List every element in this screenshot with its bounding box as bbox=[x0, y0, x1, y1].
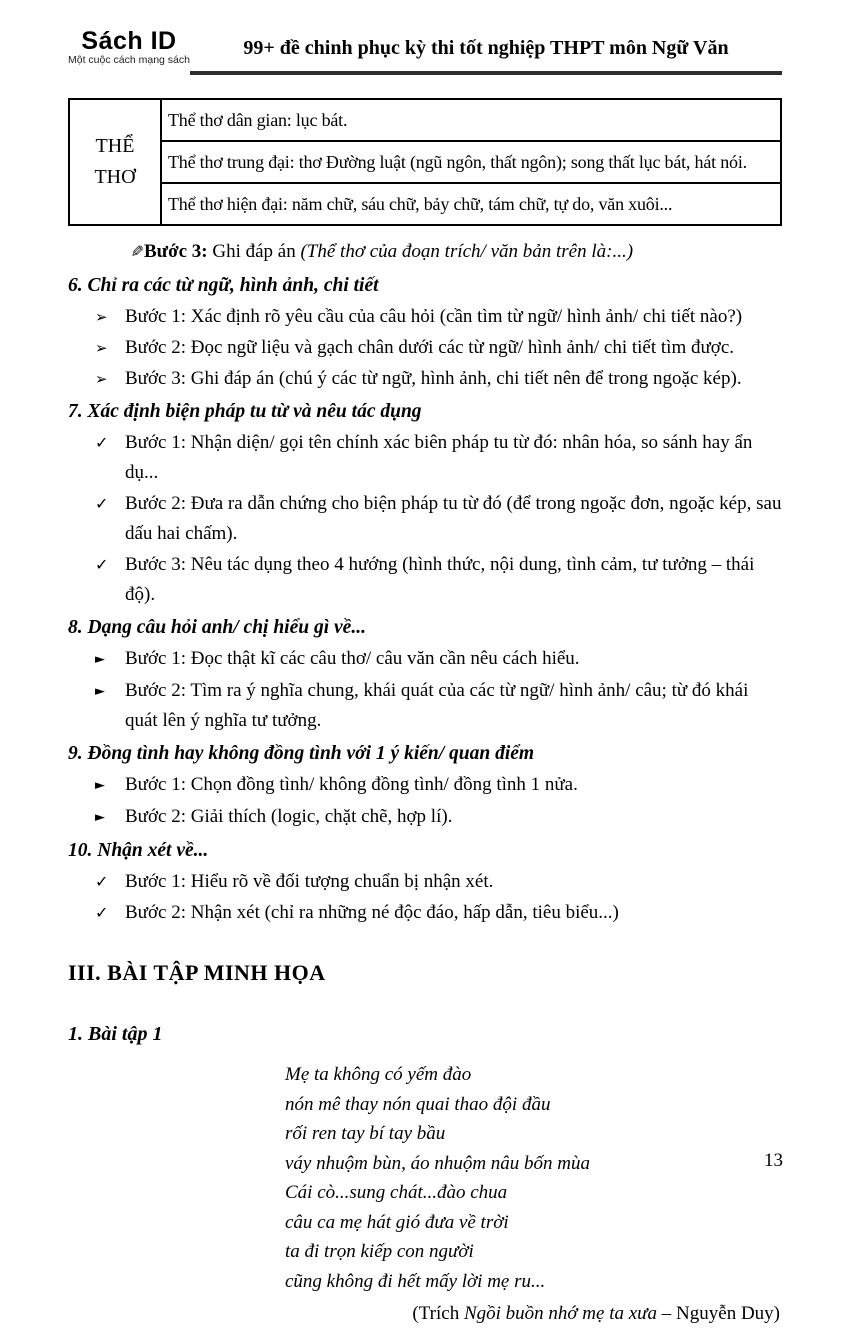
step-text: Bước 1: Chọn đồng tình/ không đồng tình/ đồng tình 1 nửa. bbox=[125, 774, 578, 795]
sach-id-logo bbox=[68, 28, 190, 66]
step-line bbox=[68, 898, 782, 928]
section-title: 9. Đồng tình hay không đồng tình với 1 ý kiến/ quan điểm bbox=[68, 743, 535, 764]
poem-line: cũng không đi hết mấy lời mẹ ru... bbox=[285, 1270, 546, 1292]
logo-subtitle: Một cuộc cách mạng sách bbox=[68, 54, 190, 66]
step-line bbox=[68, 237, 782, 268]
step-line bbox=[68, 364, 782, 394]
section-heading: III. BÀI TẬP MINH HỌA bbox=[68, 960, 326, 985]
poem-line: câu ca mẹ hát gió đưa về trời bbox=[285, 1211, 509, 1233]
poem-attribution bbox=[68, 1299, 782, 1329]
step-line bbox=[68, 644, 782, 675]
poetry-forms-table bbox=[68, 98, 782, 226]
step-text: Bước 2: Tìm ra ý nghĩa chung, khái quát của các từ ngữ/ hình ảnh/ câu; từ đó khái quát lên ý nghĩa tư tưởng. bbox=[125, 680, 749, 731]
step-text: Bước 3: Nêu tác dụng theo 4 hướng (hình thức, nội dung, tình cảm, tư tưởng – thái độ). bbox=[125, 554, 755, 605]
step-text: Bước 2: Nhận xét (chỉ ra những né độc đáo, hấp dẫn, tiêu biểu...) bbox=[125, 902, 619, 923]
table-row bbox=[69, 183, 781, 225]
section-10 bbox=[68, 836, 782, 928]
step-label: Bước 3: bbox=[144, 241, 208, 262]
step-text: Bước 1: Xác định rõ yêu cầu của câu hỏi (cần tìm từ ngữ/ hình ảnh/ chi tiết nào?) bbox=[125, 306, 743, 327]
check-bullet-icon: ✓ bbox=[95, 903, 109, 922]
poem-line: Mẹ ta không có yếm đào bbox=[285, 1064, 472, 1085]
step-text: Bước 2: Đọc ngữ liệu và gạch chân dưới các từ ngữ/ hình ảnh/ chi tiết tìm được. bbox=[125, 337, 735, 358]
page-number: 13 bbox=[764, 1150, 783, 1171]
step-note-italic: (Thể thơ của đoạn trích/ văn bản trên là:...) bbox=[300, 241, 634, 262]
check-bullet-icon: ✓ bbox=[95, 433, 109, 452]
table-cell: Thể thơ trung đại: thơ Đường luật (ngũ ngôn, thất ngôn); song thất lục bát, hát nói. bbox=[161, 141, 781, 183]
poem-line: ta đi trọn kiếp con người bbox=[285, 1241, 474, 1262]
section-title: 10. Nhận xét về... bbox=[68, 840, 209, 861]
triangle-bullet-icon: ► bbox=[95, 652, 105, 667]
table-row-header: THỂ THƠ bbox=[69, 99, 161, 225]
step-text bbox=[144, 237, 782, 267]
document-page bbox=[0, 27, 845, 1324]
pencil-icon: ✎ bbox=[130, 244, 144, 261]
section-7 bbox=[68, 397, 782, 610]
section-6 bbox=[68, 271, 782, 394]
step-line bbox=[68, 867, 782, 897]
step-body: Ghi đáp án bbox=[207, 241, 301, 262]
poem-line: rối ren tay bí tay bầu bbox=[285, 1123, 446, 1144]
step-text: Bước 1: Đọc thật kĩ các câu thơ/ câu văn cần nêu cách hiểu. bbox=[125, 648, 580, 669]
step-text: Bước 2: Giải thích (logic, chặt chẽ, hợp lí). bbox=[125, 806, 453, 827]
poem-line: Cái cò...sung chát...đào chua bbox=[285, 1182, 508, 1203]
poem bbox=[285, 1060, 782, 1296]
table-cell: Thể thơ dân gian: lục bát. bbox=[161, 99, 781, 141]
step-line bbox=[68, 770, 782, 801]
attribution-source-title: Ngồi buồn nhớ mẹ ta xưa bbox=[463, 1303, 658, 1324]
poem-line: nón mê thay nón quai thao đội đầu bbox=[285, 1093, 551, 1115]
triangle-bullet-icon: ► bbox=[95, 778, 105, 793]
table-row bbox=[69, 99, 781, 141]
section-title: 7. Xác định biện pháp tu từ và nêu tác dụng bbox=[68, 401, 422, 422]
section-8 bbox=[68, 613, 782, 736]
check-bullet-icon: ✓ bbox=[95, 872, 109, 891]
step-text: Bước 2: Đưa ra dẫn chứng cho biện pháp tu từ đó (để trong ngoặc đơn, ngoặc kép, sau dấu hai chấm). bbox=[125, 493, 782, 544]
step-line bbox=[68, 428, 782, 488]
section-title: 8. Dạng câu hỏi anh/ chị hiểu gì về... bbox=[68, 617, 366, 638]
step-line bbox=[68, 333, 782, 363]
step-text: Bước 1: Hiểu rõ về đối tượng chuẩn bị nhận xét. bbox=[125, 871, 494, 892]
check-bullet-icon: ✓ bbox=[95, 494, 109, 513]
triangle-bullet-icon: ► bbox=[95, 810, 105, 825]
step-text: Bước 3: Ghi đáp án (chú ý các từ ngữ, hình ảnh, chi tiết nên để trong ngoặc kép). bbox=[125, 368, 742, 389]
triangle-bullet-icon: ► bbox=[95, 684, 105, 699]
attribution-prefix: (Trích bbox=[412, 1303, 464, 1324]
check-bullet-icon: ✓ bbox=[95, 555, 109, 574]
step-line bbox=[68, 802, 782, 833]
table-cell: Thể thơ hiện đại: năm chữ, sáu chữ, bảy chữ, tám chữ, tự do, văn xuôi... bbox=[161, 183, 781, 225]
table-row bbox=[69, 141, 781, 183]
arrow-bullet-icon: ➢ bbox=[95, 339, 108, 357]
step-text: Bước 1: Nhận diện/ gọi tên chính xác biên pháp tu từ đó: nhân hóa, so sánh hay ẩn dụ... bbox=[125, 432, 753, 483]
header-title: 99+ đề chinh phục kỳ thi tốt nghiệp THPT môn Ngữ Văn bbox=[243, 37, 729, 59]
section-9 bbox=[68, 739, 782, 833]
section-title: 6. Chỉ ra các từ ngữ, hình ảnh, chi tiết bbox=[68, 275, 379, 296]
step-line bbox=[68, 676, 782, 736]
poem-line: váy nhuộm bùn, áo nhuộm nâu bốn mùa bbox=[285, 1152, 591, 1174]
page bbox=[0, 28, 845, 1329]
exercise-title: 1. Bài tập 1 bbox=[68, 1023, 163, 1045]
header-rule bbox=[190, 71, 782, 75]
step-line bbox=[68, 550, 782, 610]
step-line bbox=[68, 489, 782, 549]
attribution-suffix: – Nguyễn Duy) bbox=[657, 1303, 780, 1324]
arrow-bullet-icon: ➢ bbox=[95, 308, 108, 326]
page-header bbox=[68, 28, 782, 68]
step-line bbox=[68, 302, 782, 332]
arrow-bullet-icon: ➢ bbox=[95, 370, 108, 388]
logo-title: Sách ID bbox=[81, 27, 177, 55]
